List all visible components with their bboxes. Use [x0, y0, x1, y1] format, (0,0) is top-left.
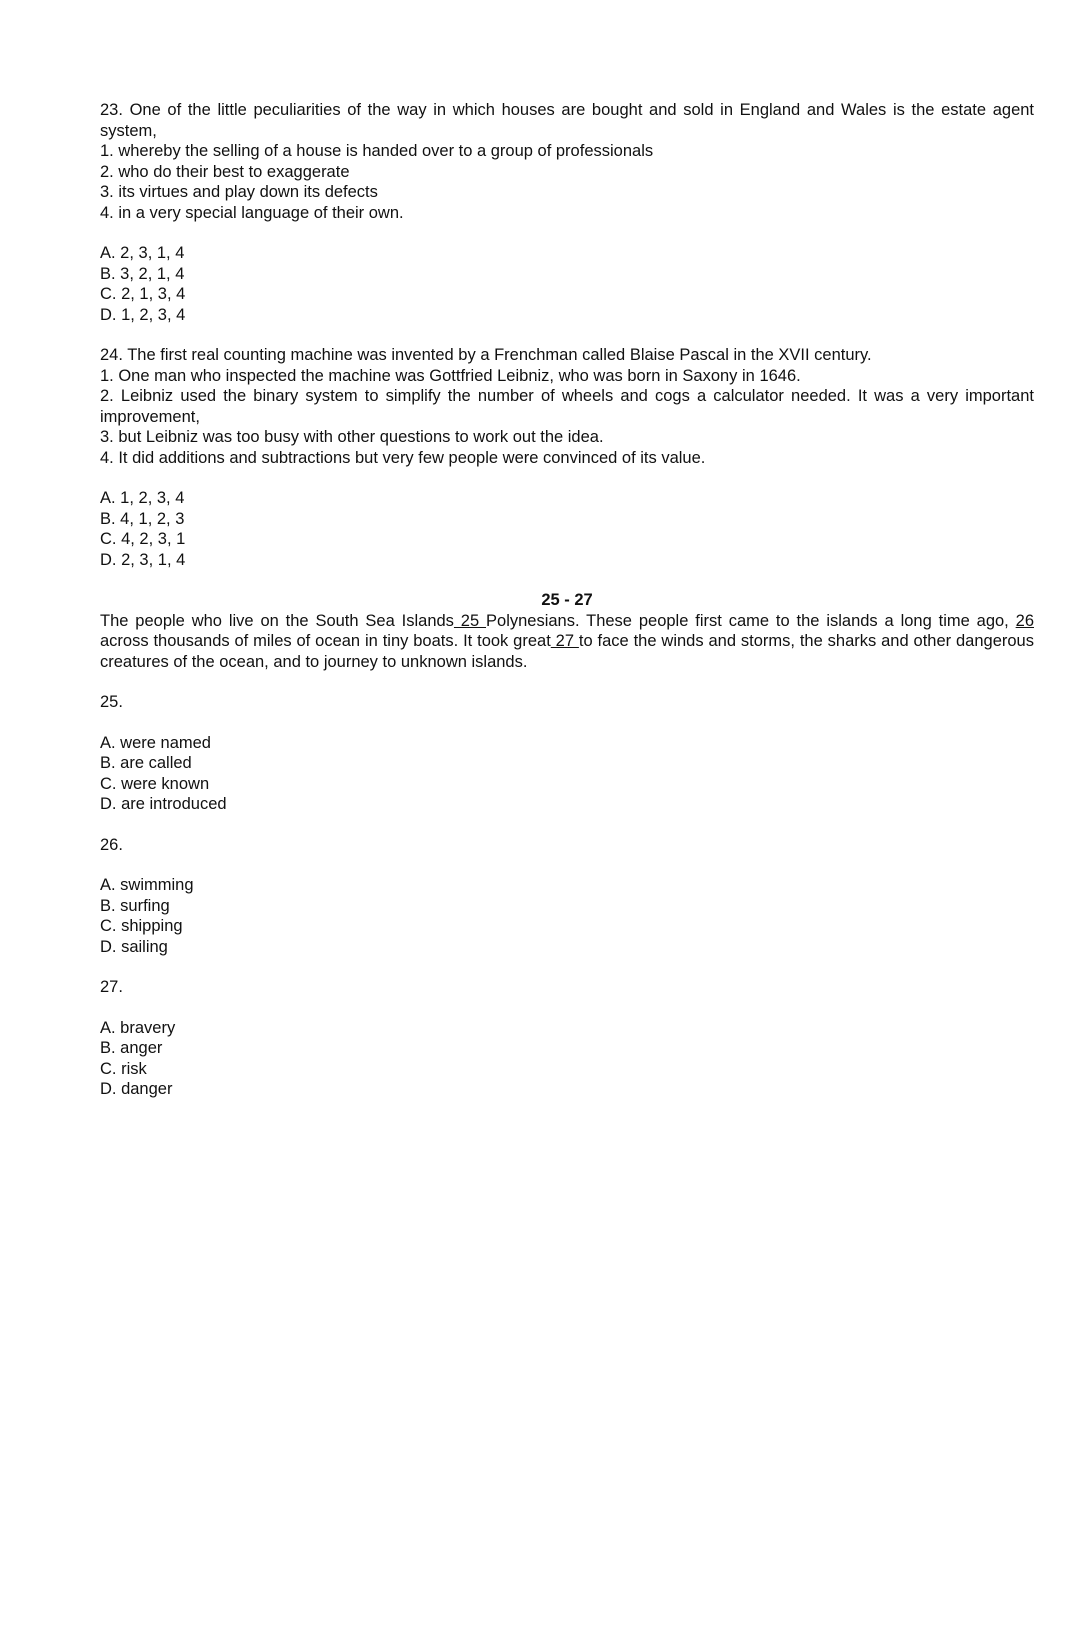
- answer-option: C. were known: [100, 774, 210, 793]
- question-24-items: [100, 366, 1034, 469]
- answer-option: A. 1, 2, 3, 4: [100, 489, 185, 507]
- passage-text: [100, 611, 1034, 673]
- passage-text-part: across thousands of miles of ocean in tiny boats. It took great: [100, 632, 551, 650]
- question-26-number: 26.: [100, 835, 123, 854]
- answer-option: C. 4, 2, 3, 1: [100, 530, 186, 548]
- passage-heading: 25 - 27: [541, 591, 593, 609]
- question-26: [100, 835, 1034, 958]
- list-item: 1. whereby the selling of a house is handed over to a group of professionals: [100, 142, 654, 160]
- answer-option: C. 2, 1, 3, 4: [100, 285, 186, 303]
- blank-27: 27: [550, 632, 579, 650]
- answer-option: A. were named: [100, 733, 211, 752]
- answer-option: D. sailing: [100, 937, 168, 956]
- answer-option: A. 2, 3, 1, 4: [100, 244, 185, 262]
- question-26-options: [100, 875, 1034, 957]
- question-24: [100, 345, 1034, 570]
- question-25-options: [100, 733, 1034, 815]
- passage-text-part: to face the winds and storms, the sharks and other dangerous creatures of the ocean, and to journey to unknown islands.: [100, 632, 1034, 671]
- list-item: 3. but Leibniz was too busy with other questions to work out the idea.: [100, 428, 604, 446]
- blank-26: 26: [1015, 611, 1034, 630]
- passage-text-part: Polynesians. These people first came to the islands a long time ago,: [486, 611, 1016, 630]
- question-25: [100, 692, 1034, 815]
- question-24-stem: 24. The first real counting machine was invented by a Frenchman called Blaise Pascal in the XVII century.: [100, 346, 872, 364]
- exam-page: [100, 100, 1034, 1100]
- answer-option: B. 4, 1, 2, 3: [100, 509, 185, 528]
- answer-option: B. surfing: [100, 896, 170, 915]
- list-item: 4. in a very special language of their own.: [100, 203, 404, 222]
- list-item: 1. One man who inspected the machine was Gottfried Leibniz, who was born in Saxony in 1646.: [100, 366, 801, 385]
- answer-option: A. bravery: [100, 1018, 176, 1037]
- question-27-number: 27.: [100, 978, 123, 996]
- answer-option: D. are introduced: [100, 795, 227, 813]
- question-25-number: 25.: [100, 693, 123, 711]
- list-item: 2. who do their best to exaggerate: [100, 162, 350, 181]
- blank-25: 25: [453, 611, 487, 630]
- list-item: 4. It did additions and subtractions but very few people were convinced of its value.: [100, 448, 706, 467]
- question-24-options: [100, 488, 1034, 570]
- question-23-options: [100, 243, 1034, 325]
- list-item: 3. its virtues and play down its defects: [100, 183, 378, 201]
- question-23: [100, 100, 1034, 325]
- answer-option: D. 1, 2, 3, 4: [100, 305, 186, 324]
- answer-option: D. 2, 3, 1, 4: [100, 550, 186, 569]
- answer-option: B. are called: [100, 754, 192, 772]
- question-23-stem: 23. One of the little peculiarities of the way in which houses are bought and sold in England and Wales is the estate agent system,: [100, 101, 1034, 140]
- answer-option: C. risk: [100, 1059, 147, 1078]
- answer-option: B. anger: [100, 1039, 163, 1057]
- question-23-items: [100, 141, 1034, 223]
- answer-option: C. shipping: [100, 917, 183, 935]
- question-27-options: [100, 1018, 1034, 1100]
- answer-option: B. 3, 2, 1, 4: [100, 264, 185, 283]
- answer-option: A. swimming: [100, 876, 194, 894]
- passage-text-part: The people who live on the South Sea Islands: [100, 611, 454, 630]
- question-27: [100, 977, 1034, 1100]
- answer-option: D. danger: [100, 1080, 173, 1098]
- list-item: 2. Leibniz used the binary system to simplify the number of wheels and cogs a calculator needed. It was a very important improvement,: [100, 387, 1034, 426]
